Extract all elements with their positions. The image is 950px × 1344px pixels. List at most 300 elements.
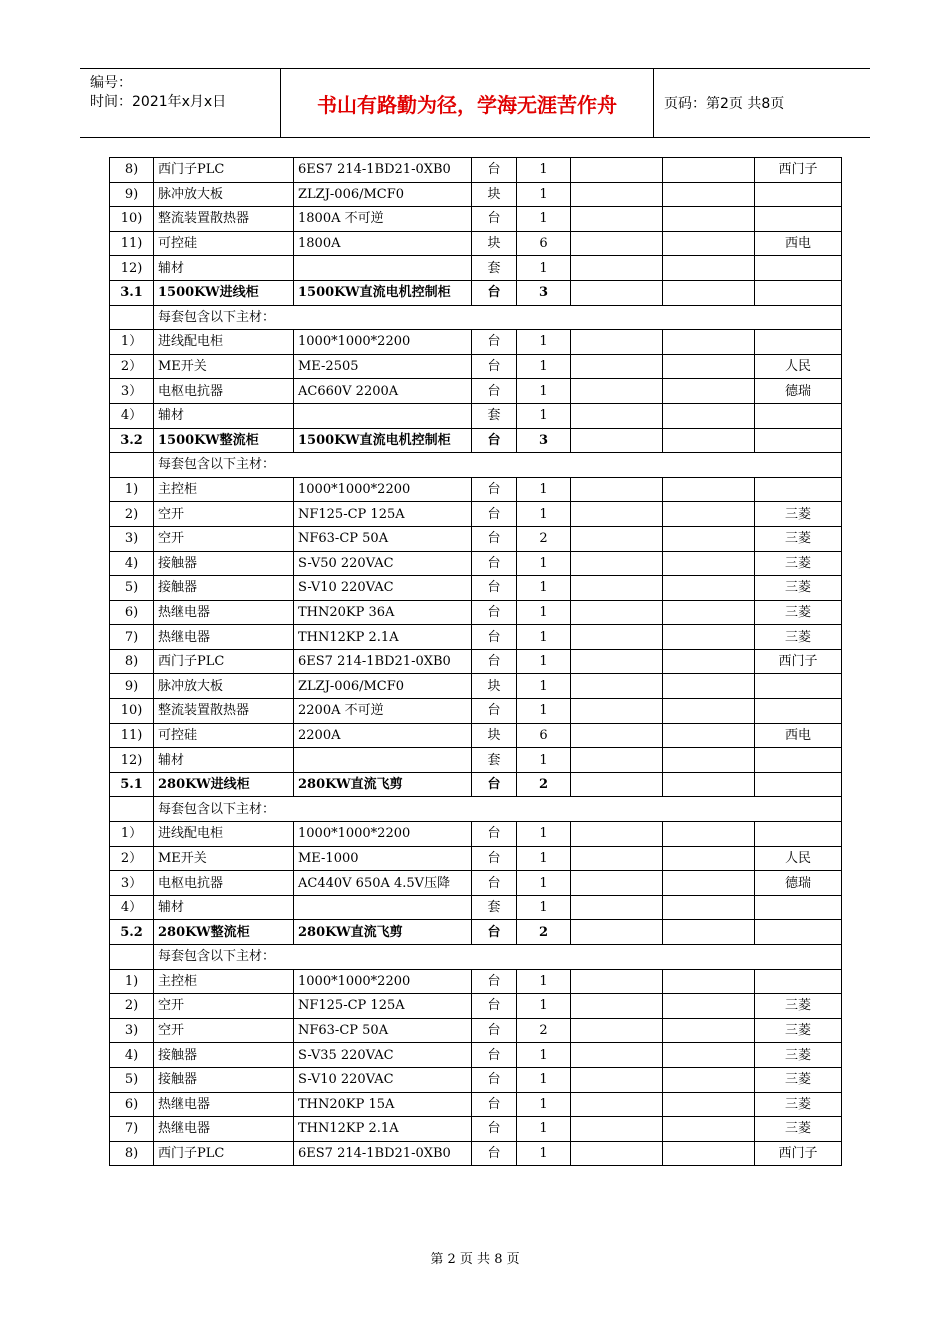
item-brand: 三菱: [755, 1117, 842, 1142]
empty-cell: [571, 1141, 663, 1166]
item-qty: 1: [517, 600, 571, 625]
table-row: [110, 748, 842, 773]
header-code-label: 编号：: [90, 75, 132, 91]
item-spec: S-V35 220VAC: [294, 1043, 472, 1068]
item-brand: 西门子: [755, 1141, 842, 1166]
item-name: 1500KW整流柜: [154, 428, 294, 453]
item-unit: 台: [472, 1092, 517, 1117]
item-unit: 台: [472, 158, 517, 183]
empty-cell: [663, 1067, 755, 1092]
equipment-table: [109, 157, 842, 1166]
item-brand: [755, 182, 842, 207]
row-number: 11): [110, 723, 154, 748]
item-brand: 德瑞: [755, 379, 842, 404]
item-name: 空开: [154, 526, 294, 551]
item-spec: THN20KP 36A: [294, 600, 472, 625]
row-number: 11): [110, 231, 154, 256]
item-qty: 1: [517, 354, 571, 379]
item-unit: 块: [472, 674, 517, 699]
table-row: [110, 822, 842, 847]
item-brand: 三菱: [755, 625, 842, 650]
item-brand: [755, 822, 842, 847]
item-brand: 人民: [755, 354, 842, 379]
item-spec: AC440V 650A 4.5V压降: [294, 871, 472, 896]
item-name: 脉冲放大板: [154, 674, 294, 699]
item-unit: 台: [472, 1067, 517, 1092]
empty-cell: [663, 871, 755, 896]
item-qty: 1: [517, 846, 571, 871]
row-number: 6): [110, 600, 154, 625]
empty-cell: [571, 846, 663, 871]
item-brand: 德瑞: [755, 871, 842, 896]
empty-cell: [571, 600, 663, 625]
item-spec: [294, 895, 472, 920]
item-qty: 3: [517, 280, 571, 305]
item-spec: S-V10 220VAC: [294, 576, 472, 601]
empty-cell: [571, 502, 663, 527]
item-spec: 2200A: [294, 723, 472, 748]
row-number: 2）: [110, 354, 154, 379]
item-name: 辅材: [154, 895, 294, 920]
item-spec: [294, 403, 472, 428]
empty-cell: [571, 723, 663, 748]
subheader-text: 每套包含以下主材：: [154, 797, 842, 822]
table-row: [110, 1067, 842, 1092]
item-name: 接触器: [154, 576, 294, 601]
empty-cell: [571, 1067, 663, 1092]
empty-cell: [663, 772, 755, 797]
item-name: 辅材: [154, 403, 294, 428]
item-brand: 三菱: [755, 576, 842, 601]
item-name: 西门子PLC: [154, 158, 294, 183]
item-name: 280KW整流柜: [154, 920, 294, 945]
empty-cell: [571, 969, 663, 994]
empty-cell: [571, 649, 663, 674]
item-qty: 6: [517, 723, 571, 748]
empty-cell: [571, 1092, 663, 1117]
item-name: 1500KW进线柜: [154, 280, 294, 305]
empty-cell: [663, 551, 755, 576]
item-unit: 台: [472, 871, 517, 896]
empty-cell: [663, 502, 755, 527]
row-number: 2): [110, 502, 154, 527]
item-name: 可控硅: [154, 231, 294, 256]
empty-cell: [663, 1043, 755, 1068]
item-name: 整流装置散热器: [154, 207, 294, 232]
item-unit: 台: [472, 994, 517, 1019]
table-row: [110, 403, 842, 428]
item-spec: [294, 256, 472, 281]
section-subheader-row: [110, 453, 842, 478]
empty-cell: [571, 158, 663, 183]
table-row: [110, 551, 842, 576]
item-spec: 6ES7 214-1BD21-0XB0: [294, 1141, 472, 1166]
empty-cell: [571, 699, 663, 724]
table-row: [110, 354, 842, 379]
item-name: 电枢电抗器: [154, 871, 294, 896]
item-unit: 台: [472, 625, 517, 650]
item-unit: 台: [472, 969, 517, 994]
item-name: 进线配电柜: [154, 822, 294, 847]
item-qty: 1: [517, 158, 571, 183]
row-number: 3.2: [110, 428, 154, 453]
empty-cell: [571, 403, 663, 428]
item-name: 280KW进线柜: [154, 772, 294, 797]
row-number: [110, 797, 154, 822]
item-unit: 台: [472, 280, 517, 305]
row-number: 8): [110, 158, 154, 183]
item-name: 进线配电柜: [154, 330, 294, 355]
empty-cell: [663, 920, 755, 945]
item-name: 电枢电抗器: [154, 379, 294, 404]
section-row: [110, 920, 842, 945]
item-name: 主控柜: [154, 969, 294, 994]
item-brand: [755, 403, 842, 428]
item-qty: 6: [517, 231, 571, 256]
item-unit: 台: [472, 772, 517, 797]
page-footer: 第 2 页 共 8 页: [430, 1252, 520, 1267]
item-spec: 6ES7 214-1BD21-0XB0: [294, 649, 472, 674]
item-spec: ME-1000: [294, 846, 472, 871]
empty-cell: [663, 231, 755, 256]
empty-cell: [663, 477, 755, 502]
empty-cell: [571, 526, 663, 551]
empty-cell: [571, 748, 663, 773]
item-spec: 1800A 不可逆: [294, 207, 472, 232]
table-row: [110, 379, 842, 404]
row-number: 5): [110, 576, 154, 601]
item-unit: 台: [472, 1043, 517, 1068]
item-qty: 1: [517, 403, 571, 428]
item-brand: [755, 428, 842, 453]
item-unit: 台: [472, 699, 517, 724]
item-qty: 1: [517, 576, 571, 601]
row-number: 2): [110, 994, 154, 1019]
row-number: 5.1: [110, 772, 154, 797]
row-number: 8): [110, 1141, 154, 1166]
empty-cell: [571, 182, 663, 207]
empty-cell: [663, 354, 755, 379]
item-unit: 台: [472, 649, 517, 674]
item-spec: NF125-CP 125A: [294, 994, 472, 1019]
empty-cell: [663, 428, 755, 453]
empty-cell: [663, 748, 755, 773]
item-spec: NF63-CP 50A: [294, 526, 472, 551]
empty-cell: [571, 551, 663, 576]
item-qty: 1: [517, 649, 571, 674]
item-qty: 1: [517, 207, 571, 232]
empty-cell: [663, 625, 755, 650]
row-number: 9): [110, 674, 154, 699]
page-header: [80, 68, 870, 138]
empty-cell: [571, 625, 663, 650]
empty-cell: [663, 403, 755, 428]
item-unit: 套: [472, 895, 517, 920]
table-row: [110, 1018, 842, 1043]
item-unit: 台: [472, 920, 517, 945]
item-unit: 块: [472, 182, 517, 207]
item-name: 热继电器: [154, 600, 294, 625]
item-name: 热继电器: [154, 1092, 294, 1117]
item-name: 热继电器: [154, 625, 294, 650]
item-spec: 1000*1000*2200: [294, 822, 472, 847]
item-name: 接触器: [154, 1067, 294, 1092]
empty-cell: [571, 354, 663, 379]
empty-cell: [663, 994, 755, 1019]
table-row: [110, 723, 842, 748]
row-number: 1）: [110, 330, 154, 355]
item-spec: 280KW直流飞剪: [294, 920, 472, 945]
item-brand: [755, 280, 842, 305]
empty-cell: [663, 969, 755, 994]
empty-cell: [663, 1092, 755, 1117]
row-number: 12): [110, 748, 154, 773]
empty-cell: [663, 207, 755, 232]
table-row: [110, 330, 842, 355]
row-number: 4): [110, 1043, 154, 1068]
item-unit: 台: [472, 477, 517, 502]
item-brand: 西门子: [755, 649, 842, 674]
item-brand: 三菱: [755, 551, 842, 576]
empty-cell: [663, 379, 755, 404]
item-name: 接触器: [154, 551, 294, 576]
item-brand: [755, 330, 842, 355]
row-number: 3）: [110, 871, 154, 896]
item-name: 辅材: [154, 256, 294, 281]
item-brand: [755, 895, 842, 920]
row-number: 8): [110, 649, 154, 674]
table-body: [110, 158, 842, 1166]
table-row: [110, 502, 842, 527]
item-spec: S-V10 220VAC: [294, 1067, 472, 1092]
item-qty: 1: [517, 748, 571, 773]
item-unit: 台: [472, 379, 517, 404]
item-qty: 3: [517, 428, 571, 453]
table-row: [110, 256, 842, 281]
item-name: 整流装置散热器: [154, 699, 294, 724]
item-name: 脉冲放大板: [154, 182, 294, 207]
item-name: 接触器: [154, 1043, 294, 1068]
table-row: [110, 526, 842, 551]
item-name: 主控柜: [154, 477, 294, 502]
item-qty: 1: [517, 895, 571, 920]
item-unit: 台: [472, 428, 517, 453]
item-brand: 三菱: [755, 1067, 842, 1092]
item-brand: [755, 256, 842, 281]
item-spec: 280KW直流飞剪: [294, 772, 472, 797]
empty-cell: [663, 822, 755, 847]
table-row: [110, 625, 842, 650]
row-number: 5): [110, 1067, 154, 1092]
row-number: 4): [110, 551, 154, 576]
section-subheader-row: [110, 797, 842, 822]
item-qty: 1: [517, 1117, 571, 1142]
item-brand: 西电: [755, 231, 842, 256]
item-spec: AC660V 2200A: [294, 379, 472, 404]
item-name: ME开关: [154, 846, 294, 871]
row-number: 3): [110, 526, 154, 551]
table-row: [110, 1092, 842, 1117]
item-qty: 1: [517, 969, 571, 994]
row-number: [110, 305, 154, 330]
empty-cell: [571, 1018, 663, 1043]
empty-cell: [663, 1018, 755, 1043]
table-row: [110, 1117, 842, 1142]
section-row: [110, 772, 842, 797]
empty-cell: [663, 256, 755, 281]
row-number: 2）: [110, 846, 154, 871]
item-unit: 台: [472, 822, 517, 847]
table-row: [110, 182, 842, 207]
empty-cell: [571, 576, 663, 601]
item-qty: 1: [517, 994, 571, 1019]
item-brand: [755, 772, 842, 797]
header-date: 时间：2021年x月x日: [90, 94, 227, 110]
row-number: [110, 945, 154, 970]
table-row: [110, 231, 842, 256]
item-brand: 人民: [755, 846, 842, 871]
item-qty: 1: [517, 330, 571, 355]
table-row: [110, 158, 842, 183]
item-brand: [755, 920, 842, 945]
item-qty: 1: [517, 1067, 571, 1092]
section-row: [110, 428, 842, 453]
empty-cell: [663, 1117, 755, 1142]
table-row: [110, 969, 842, 994]
item-qty: 1: [517, 477, 571, 502]
empty-cell: [663, 600, 755, 625]
empty-cell: [571, 920, 663, 945]
item-unit: 台: [472, 330, 517, 355]
row-number: [110, 453, 154, 478]
item-unit: 台: [472, 1117, 517, 1142]
item-name: 西门子PLC: [154, 1141, 294, 1166]
row-number: 4）: [110, 895, 154, 920]
item-qty: 1: [517, 551, 571, 576]
item-brand: 西电: [755, 723, 842, 748]
item-spec: THN20KP 15A: [294, 1092, 472, 1117]
item-unit: 台: [472, 551, 517, 576]
empty-cell: [571, 822, 663, 847]
item-spec: NF63-CP 50A: [294, 1018, 472, 1043]
item-qty: 2: [517, 920, 571, 945]
header-slogan: 书山有路勤为径，学海无涯苦作舟: [281, 69, 654, 137]
item-qty: 1: [517, 182, 571, 207]
item-name: 西门子PLC: [154, 649, 294, 674]
item-spec: 1000*1000*2200: [294, 330, 472, 355]
empty-cell: [571, 994, 663, 1019]
table-row: [110, 674, 842, 699]
item-qty: 1: [517, 625, 571, 650]
table-row: [110, 576, 842, 601]
empty-cell: [571, 280, 663, 305]
empty-cell: [663, 846, 755, 871]
empty-cell: [571, 895, 663, 920]
item-spec: ZLZJ-006/MCF0: [294, 182, 472, 207]
item-qty: 1: [517, 256, 571, 281]
empty-cell: [571, 207, 663, 232]
item-qty: 1: [517, 1092, 571, 1117]
item-unit: 块: [472, 231, 517, 256]
section-subheader-row: [110, 945, 842, 970]
section-subheader-row: [110, 305, 842, 330]
row-number: 3.1: [110, 280, 154, 305]
empty-cell: [663, 674, 755, 699]
empty-cell: [663, 649, 755, 674]
item-brand: 三菱: [755, 526, 842, 551]
item-brand: [755, 207, 842, 232]
row-number: 1）: [110, 822, 154, 847]
item-brand: [755, 699, 842, 724]
empty-cell: [663, 526, 755, 551]
item-brand: [755, 477, 842, 502]
item-qty: 1: [517, 1141, 571, 1166]
empty-cell: [571, 231, 663, 256]
item-spec: [294, 748, 472, 773]
item-unit: 台: [472, 1018, 517, 1043]
subheader-text: 每套包含以下主材：: [154, 453, 842, 478]
table-row: [110, 994, 842, 1019]
empty-cell: [571, 772, 663, 797]
item-qty: 1: [517, 502, 571, 527]
item-unit: 套: [472, 256, 517, 281]
item-spec: 1000*1000*2200: [294, 477, 472, 502]
item-name: ME开关: [154, 354, 294, 379]
empty-cell: [663, 182, 755, 207]
row-number: 3): [110, 1018, 154, 1043]
item-spec: 1800A: [294, 231, 472, 256]
item-brand: 三菱: [755, 1092, 842, 1117]
empty-cell: [663, 895, 755, 920]
item-brand: 西门子: [755, 158, 842, 183]
table-row: [110, 699, 842, 724]
item-spec: 1000*1000*2200: [294, 969, 472, 994]
empty-cell: [663, 330, 755, 355]
empty-cell: [663, 1141, 755, 1166]
row-number: 10): [110, 207, 154, 232]
item-name: 空开: [154, 994, 294, 1019]
item-unit: 台: [472, 207, 517, 232]
row-number: 9): [110, 182, 154, 207]
empty-cell: [663, 723, 755, 748]
row-number: 4）: [110, 403, 154, 428]
item-qty: 1: [517, 871, 571, 896]
item-qty: 2: [517, 526, 571, 551]
row-number: 1): [110, 969, 154, 994]
item-brand: 三菱: [755, 600, 842, 625]
item-spec: 1500KW直流电机控制柜: [294, 428, 472, 453]
empty-cell: [571, 379, 663, 404]
row-number: 5.2: [110, 920, 154, 945]
item-qty: 1: [517, 674, 571, 699]
row-number: 6): [110, 1092, 154, 1117]
empty-cell: [663, 576, 755, 601]
item-unit: 台: [472, 1141, 517, 1166]
item-qty: 2: [517, 772, 571, 797]
subheader-text: 每套包含以下主材：: [154, 305, 842, 330]
empty-cell: [571, 256, 663, 281]
item-brand: [755, 969, 842, 994]
item-unit: 套: [472, 748, 517, 773]
row-number: 7): [110, 625, 154, 650]
empty-cell: [571, 1043, 663, 1068]
item-spec: THN12KP 2.1A: [294, 625, 472, 650]
item-spec: S-V50 220VAC: [294, 551, 472, 576]
table-row: [110, 1043, 842, 1068]
item-brand: [755, 748, 842, 773]
item-unit: 台: [472, 502, 517, 527]
empty-cell: [571, 1117, 663, 1142]
